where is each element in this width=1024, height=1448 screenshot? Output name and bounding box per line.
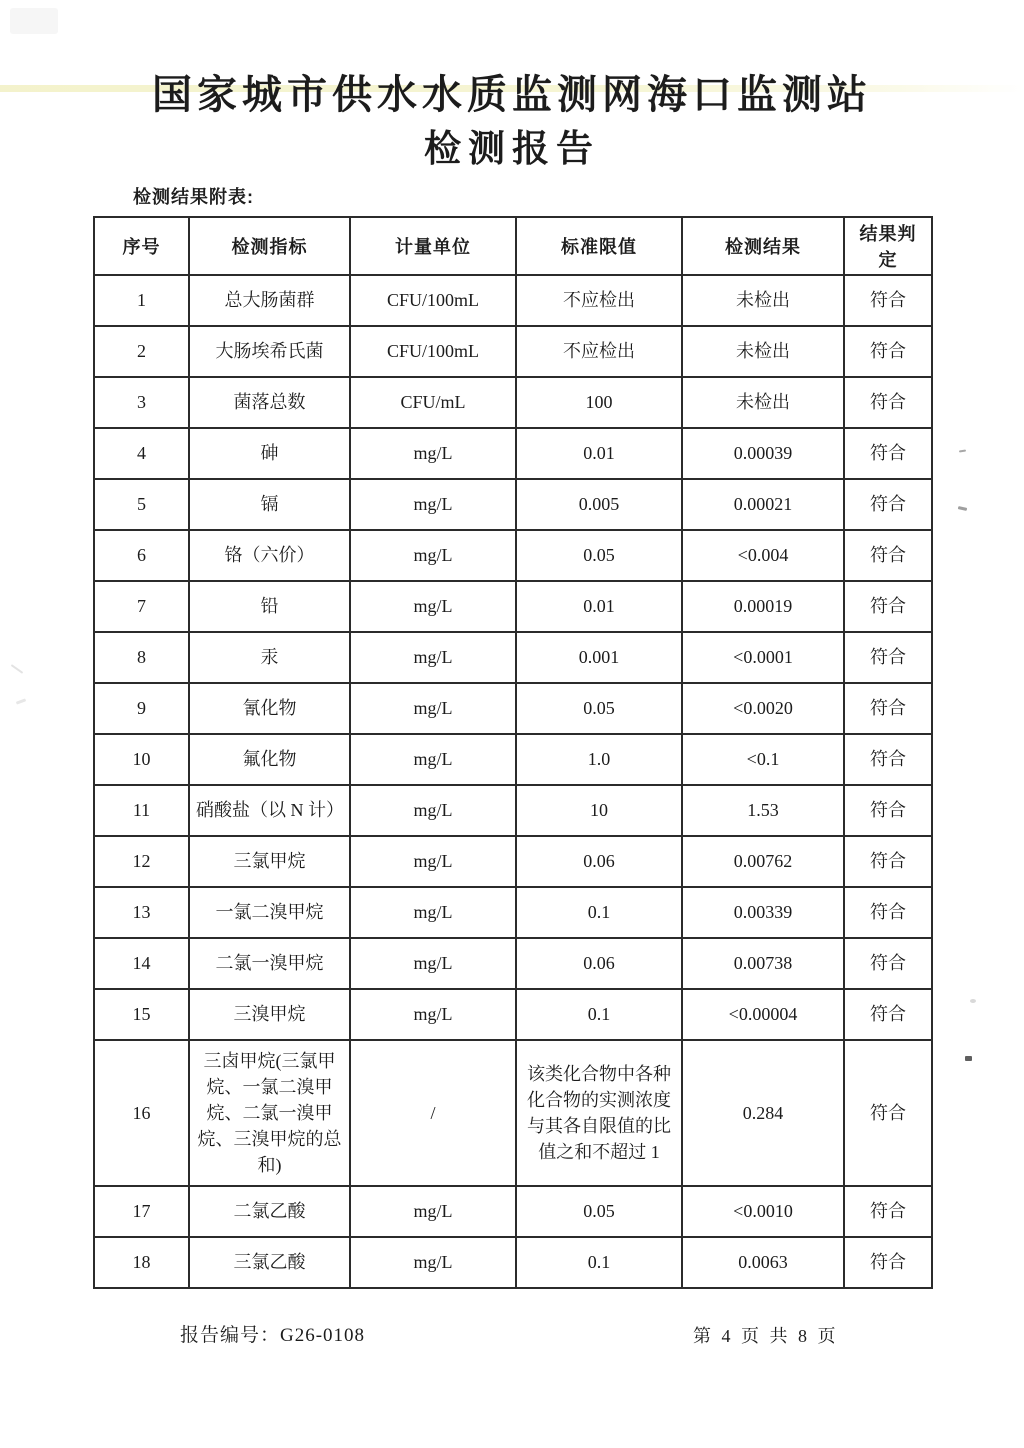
cell-seq: 6 bbox=[94, 530, 189, 581]
cell-indicator: 汞 bbox=[189, 632, 350, 683]
cell-seq: 14 bbox=[94, 938, 189, 989]
cell-unit: CFU/100mL bbox=[350, 326, 516, 377]
cell-judgment: 符合 bbox=[844, 1040, 932, 1186]
table-row bbox=[94, 836, 932, 887]
cell-unit: mg/L bbox=[350, 530, 516, 581]
cell-unit: mg/L bbox=[350, 989, 516, 1040]
table-row bbox=[94, 1237, 932, 1288]
cell-judgment: 符合 bbox=[844, 1186, 932, 1237]
cell-limit: 0.06 bbox=[516, 938, 682, 989]
cell-indicator: 二氯一溴甲烷 bbox=[189, 938, 350, 989]
table-row bbox=[94, 275, 932, 326]
cell-indicator: 一氯二溴甲烷 bbox=[189, 887, 350, 938]
cell-limit: 该类化合物中各种化合物的实测浓度与其各自限值的比值之和不超过 1 bbox=[516, 1040, 682, 1186]
cell-result: 1.53 bbox=[682, 785, 844, 836]
table-row bbox=[94, 734, 932, 785]
cell-seq: 5 bbox=[94, 479, 189, 530]
scan-speck bbox=[16, 698, 26, 704]
cell-judgment: 符合 bbox=[844, 836, 932, 887]
cell-seq: 18 bbox=[94, 1237, 189, 1288]
table-row bbox=[94, 377, 932, 428]
report-title: 国家城市供水水质监测网海口监测站 bbox=[152, 72, 872, 117]
table-row bbox=[94, 479, 932, 530]
cell-judgment: 符合 bbox=[844, 989, 932, 1040]
cell-seq: 3 bbox=[94, 377, 189, 428]
cell-limit: 0.05 bbox=[516, 1186, 682, 1237]
scan-speck bbox=[958, 506, 967, 511]
cell-result: 0.00039 bbox=[682, 428, 844, 479]
table-row bbox=[94, 1186, 932, 1237]
report-subtitle: 检测报告 bbox=[424, 129, 600, 170]
cell-result: <0.0001 bbox=[682, 632, 844, 683]
cell-unit: mg/L bbox=[350, 1186, 516, 1237]
cell-unit: mg/L bbox=[350, 683, 516, 734]
cell-seq: 2 bbox=[94, 326, 189, 377]
cell-seq: 4 bbox=[94, 428, 189, 479]
cell-limit: 0.1 bbox=[516, 887, 682, 938]
cell-indicator: 三卤甲烷(三氯甲烷、一氯二溴甲烷、二氯一溴甲烷、三溴甲烷的总和) bbox=[189, 1040, 350, 1186]
scan-speck bbox=[965, 1056, 972, 1061]
table-row bbox=[94, 428, 932, 479]
cell-unit: mg/L bbox=[350, 632, 516, 683]
table-row bbox=[94, 887, 932, 938]
cell-judgment: 符合 bbox=[844, 530, 932, 581]
scan-speck bbox=[11, 664, 24, 674]
cell-indicator: 硝酸盐（以 N 计） bbox=[189, 785, 350, 836]
cell-judgment: 符合 bbox=[844, 377, 932, 428]
cell-result: 0.00021 bbox=[682, 479, 844, 530]
cell-seq: 7 bbox=[94, 581, 189, 632]
cell-limit: 不应检出 bbox=[516, 275, 682, 326]
cell-limit: 1.0 bbox=[516, 734, 682, 785]
cell-judgment: 符合 bbox=[844, 887, 932, 938]
cell-limit: 0.005 bbox=[516, 479, 682, 530]
cell-unit: mg/L bbox=[350, 734, 516, 785]
cell-limit: 0.05 bbox=[516, 683, 682, 734]
cell-limit: 不应检出 bbox=[516, 326, 682, 377]
cell-indicator: 三氯乙酸 bbox=[189, 1237, 350, 1288]
cell-limit: 10 bbox=[516, 785, 682, 836]
column-header-unit: 计量单位 bbox=[350, 217, 516, 275]
table-row bbox=[94, 683, 932, 734]
cell-result: <0.1 bbox=[682, 734, 844, 785]
cell-seq: 11 bbox=[94, 785, 189, 836]
cell-result: 0.00762 bbox=[682, 836, 844, 887]
table-row bbox=[94, 632, 932, 683]
cell-judgment: 符合 bbox=[844, 428, 932, 479]
cell-unit: CFU/mL bbox=[350, 377, 516, 428]
cell-limit: 0.01 bbox=[516, 428, 682, 479]
cell-result: 未检出 bbox=[682, 377, 844, 428]
cell-seq: 17 bbox=[94, 1186, 189, 1237]
table-row bbox=[94, 530, 932, 581]
cell-judgment: 符合 bbox=[844, 275, 932, 326]
cell-indicator: 铅 bbox=[189, 581, 350, 632]
cell-judgment: 符合 bbox=[844, 326, 932, 377]
cell-result: 0.00738 bbox=[682, 938, 844, 989]
cell-result: 未检出 bbox=[682, 275, 844, 326]
table-row bbox=[94, 581, 932, 632]
cell-indicator: 氰化物 bbox=[189, 683, 350, 734]
results-table-body bbox=[94, 275, 932, 1288]
cell-result: 0.00019 bbox=[682, 581, 844, 632]
cell-judgment: 符合 bbox=[844, 1237, 932, 1288]
cell-unit: mg/L bbox=[350, 1237, 516, 1288]
table-row bbox=[94, 326, 932, 377]
cell-limit: 0.001 bbox=[516, 632, 682, 683]
cell-seq: 16 bbox=[94, 1040, 189, 1186]
cell-indicator: 总大肠菌群 bbox=[189, 275, 350, 326]
cell-limit: 100 bbox=[516, 377, 682, 428]
column-header-result: 检测结果 bbox=[682, 217, 844, 275]
cell-unit: mg/L bbox=[350, 887, 516, 938]
results-table-head bbox=[94, 217, 932, 275]
header-row bbox=[94, 217, 932, 275]
cell-unit: / bbox=[350, 1040, 516, 1186]
cell-result: 0.00339 bbox=[682, 887, 844, 938]
cell-limit: 0.05 bbox=[516, 530, 682, 581]
cell-limit: 0.1 bbox=[516, 1237, 682, 1288]
cell-indicator: 三氯甲烷 bbox=[189, 836, 350, 887]
cell-limit: 0.1 bbox=[516, 989, 682, 1040]
cell-seq: 8 bbox=[94, 632, 189, 683]
cell-seq: 15 bbox=[94, 989, 189, 1040]
scan-speck bbox=[959, 450, 966, 453]
scan-speck bbox=[970, 999, 976, 1003]
cell-limit: 0.06 bbox=[516, 836, 682, 887]
cell-unit: mg/L bbox=[350, 479, 516, 530]
column-header-limit: 标准限值 bbox=[516, 217, 682, 275]
cell-indicator: 铬（六价） bbox=[189, 530, 350, 581]
cell-result: <0.0020 bbox=[682, 683, 844, 734]
results-table bbox=[93, 216, 933, 1289]
cell-judgment: 符合 bbox=[844, 734, 932, 785]
scan-corner-smudge bbox=[10, 8, 58, 34]
title-block bbox=[0, 68, 1024, 175]
cell-result: 0.284 bbox=[682, 1040, 844, 1186]
cell-limit: 0.01 bbox=[516, 581, 682, 632]
column-header-judgment: 结果判定 bbox=[844, 217, 932, 275]
table-row bbox=[94, 989, 932, 1040]
cell-indicator: 二氯乙酸 bbox=[189, 1186, 350, 1237]
table-row bbox=[94, 785, 932, 836]
cell-result: <0.00004 bbox=[682, 989, 844, 1040]
cell-indicator: 三溴甲烷 bbox=[189, 989, 350, 1040]
cell-unit: mg/L bbox=[350, 581, 516, 632]
cell-indicator: 菌落总数 bbox=[189, 377, 350, 428]
cell-unit: mg/L bbox=[350, 785, 516, 836]
cell-seq: 1 bbox=[94, 275, 189, 326]
cell-result: 0.0063 bbox=[682, 1237, 844, 1288]
cell-judgment: 符合 bbox=[844, 785, 932, 836]
table-row bbox=[94, 938, 932, 989]
cell-judgment: 符合 bbox=[844, 581, 932, 632]
cell-judgment: 符合 bbox=[844, 479, 932, 530]
column-header-indicator: 检测指标 bbox=[189, 217, 350, 275]
cell-indicator: 大肠埃希氏菌 bbox=[189, 326, 350, 377]
cell-judgment: 符合 bbox=[844, 683, 932, 734]
cell-indicator: 镉 bbox=[189, 479, 350, 530]
column-header-seq: 序号 bbox=[94, 217, 189, 275]
page-indicator: 第 4 页 共 8 页 bbox=[693, 1326, 839, 1346]
cell-seq: 9 bbox=[94, 683, 189, 734]
cell-unit: mg/L bbox=[350, 938, 516, 989]
table-row bbox=[94, 1040, 932, 1186]
cell-unit: mg/L bbox=[350, 836, 516, 887]
cell-judgment: 符合 bbox=[844, 938, 932, 989]
cell-seq: 12 bbox=[94, 836, 189, 887]
cell-judgment: 符合 bbox=[844, 632, 932, 683]
cell-indicator: 砷 bbox=[189, 428, 350, 479]
cell-unit: CFU/100mL bbox=[350, 275, 516, 326]
cell-seq: 13 bbox=[94, 887, 189, 938]
cell-result: 未检出 bbox=[682, 326, 844, 377]
cell-unit: mg/L bbox=[350, 428, 516, 479]
table-caption: 检测结果附表: bbox=[133, 187, 254, 207]
cell-result: <0.0010 bbox=[682, 1186, 844, 1237]
report-number: 报告编号：G26-0108 bbox=[180, 1325, 366, 1346]
cell-seq: 10 bbox=[94, 734, 189, 785]
cell-indicator: 氟化物 bbox=[189, 734, 350, 785]
cell-result: <0.004 bbox=[682, 530, 844, 581]
